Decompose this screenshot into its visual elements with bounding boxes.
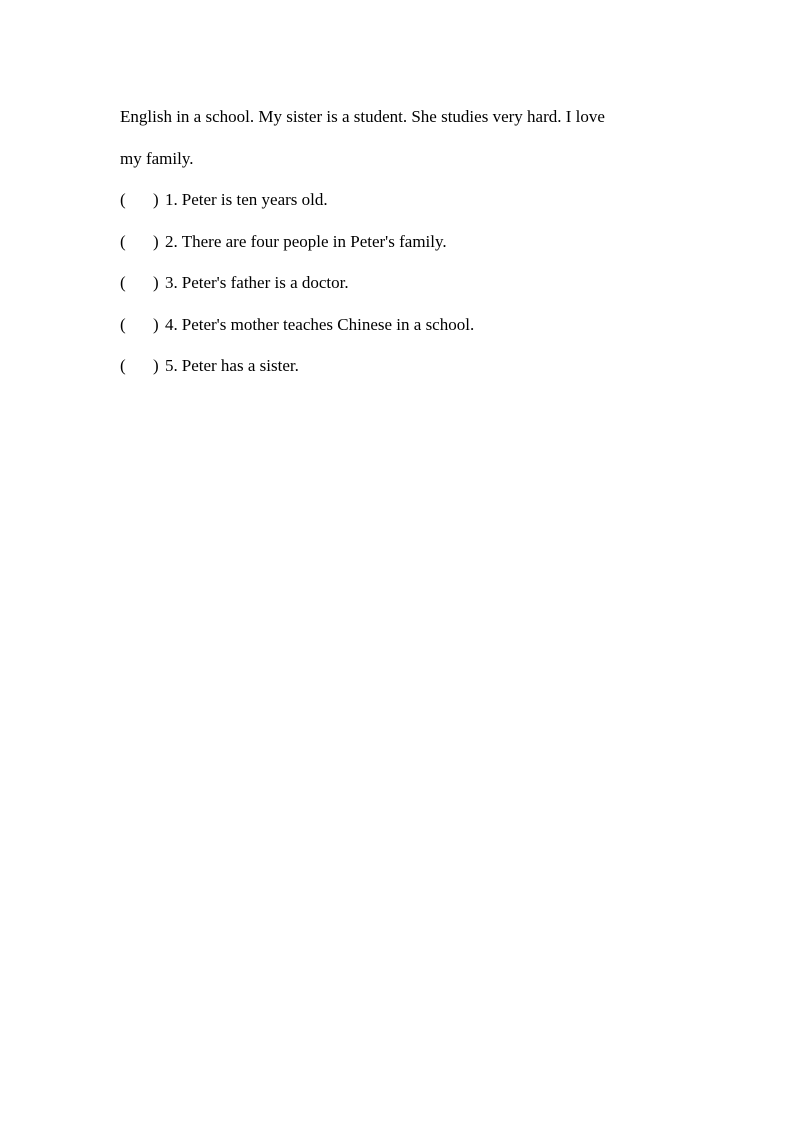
answer-blank-open: (: [120, 314, 126, 334]
answer-blank-close: ): [153, 190, 159, 209]
answer-blank-close: ): [153, 231, 159, 251]
true-false-questions: [120, 187, 680, 378]
question-text: There are four people in Peter's family.: [181, 231, 447, 251]
answer-blank-open: (: [120, 231, 126, 251]
question-number: 2.: [165, 231, 178, 251]
question-item: [120, 270, 680, 295]
passage-line: English in a school. My sister is a student. She studies very hard. I love: [120, 107, 605, 126]
answer-blank-open: (: [120, 273, 126, 292]
question-number: 4.: [165, 314, 178, 334]
question-item: [120, 187, 680, 212]
document-content: [120, 104, 680, 378]
answer-blank-open: (: [120, 356, 126, 375]
question-text: Peter's mother teaches Chinese in a school.: [181, 314, 475, 334]
question-item: [120, 312, 680, 337]
question-text: Peter is ten years old.: [181, 190, 328, 209]
question-number: 1.: [165, 190, 178, 209]
answer-blank-close: ): [153, 273, 159, 292]
answer-blank-close: ): [153, 356, 159, 375]
question-number: 5.: [165, 356, 178, 375]
question-text: Peter has a sister.: [181, 356, 299, 375]
question-item: [120, 229, 680, 254]
reading-passage: [120, 104, 680, 171]
answer-blank-open: (: [120, 190, 126, 209]
question-text: Peter's father is a doctor.: [181, 273, 349, 292]
passage-line: my family.: [120, 149, 194, 168]
question-item: [120, 353, 680, 378]
question-number: 3.: [165, 273, 178, 292]
answer-blank-close: ): [153, 314, 159, 334]
